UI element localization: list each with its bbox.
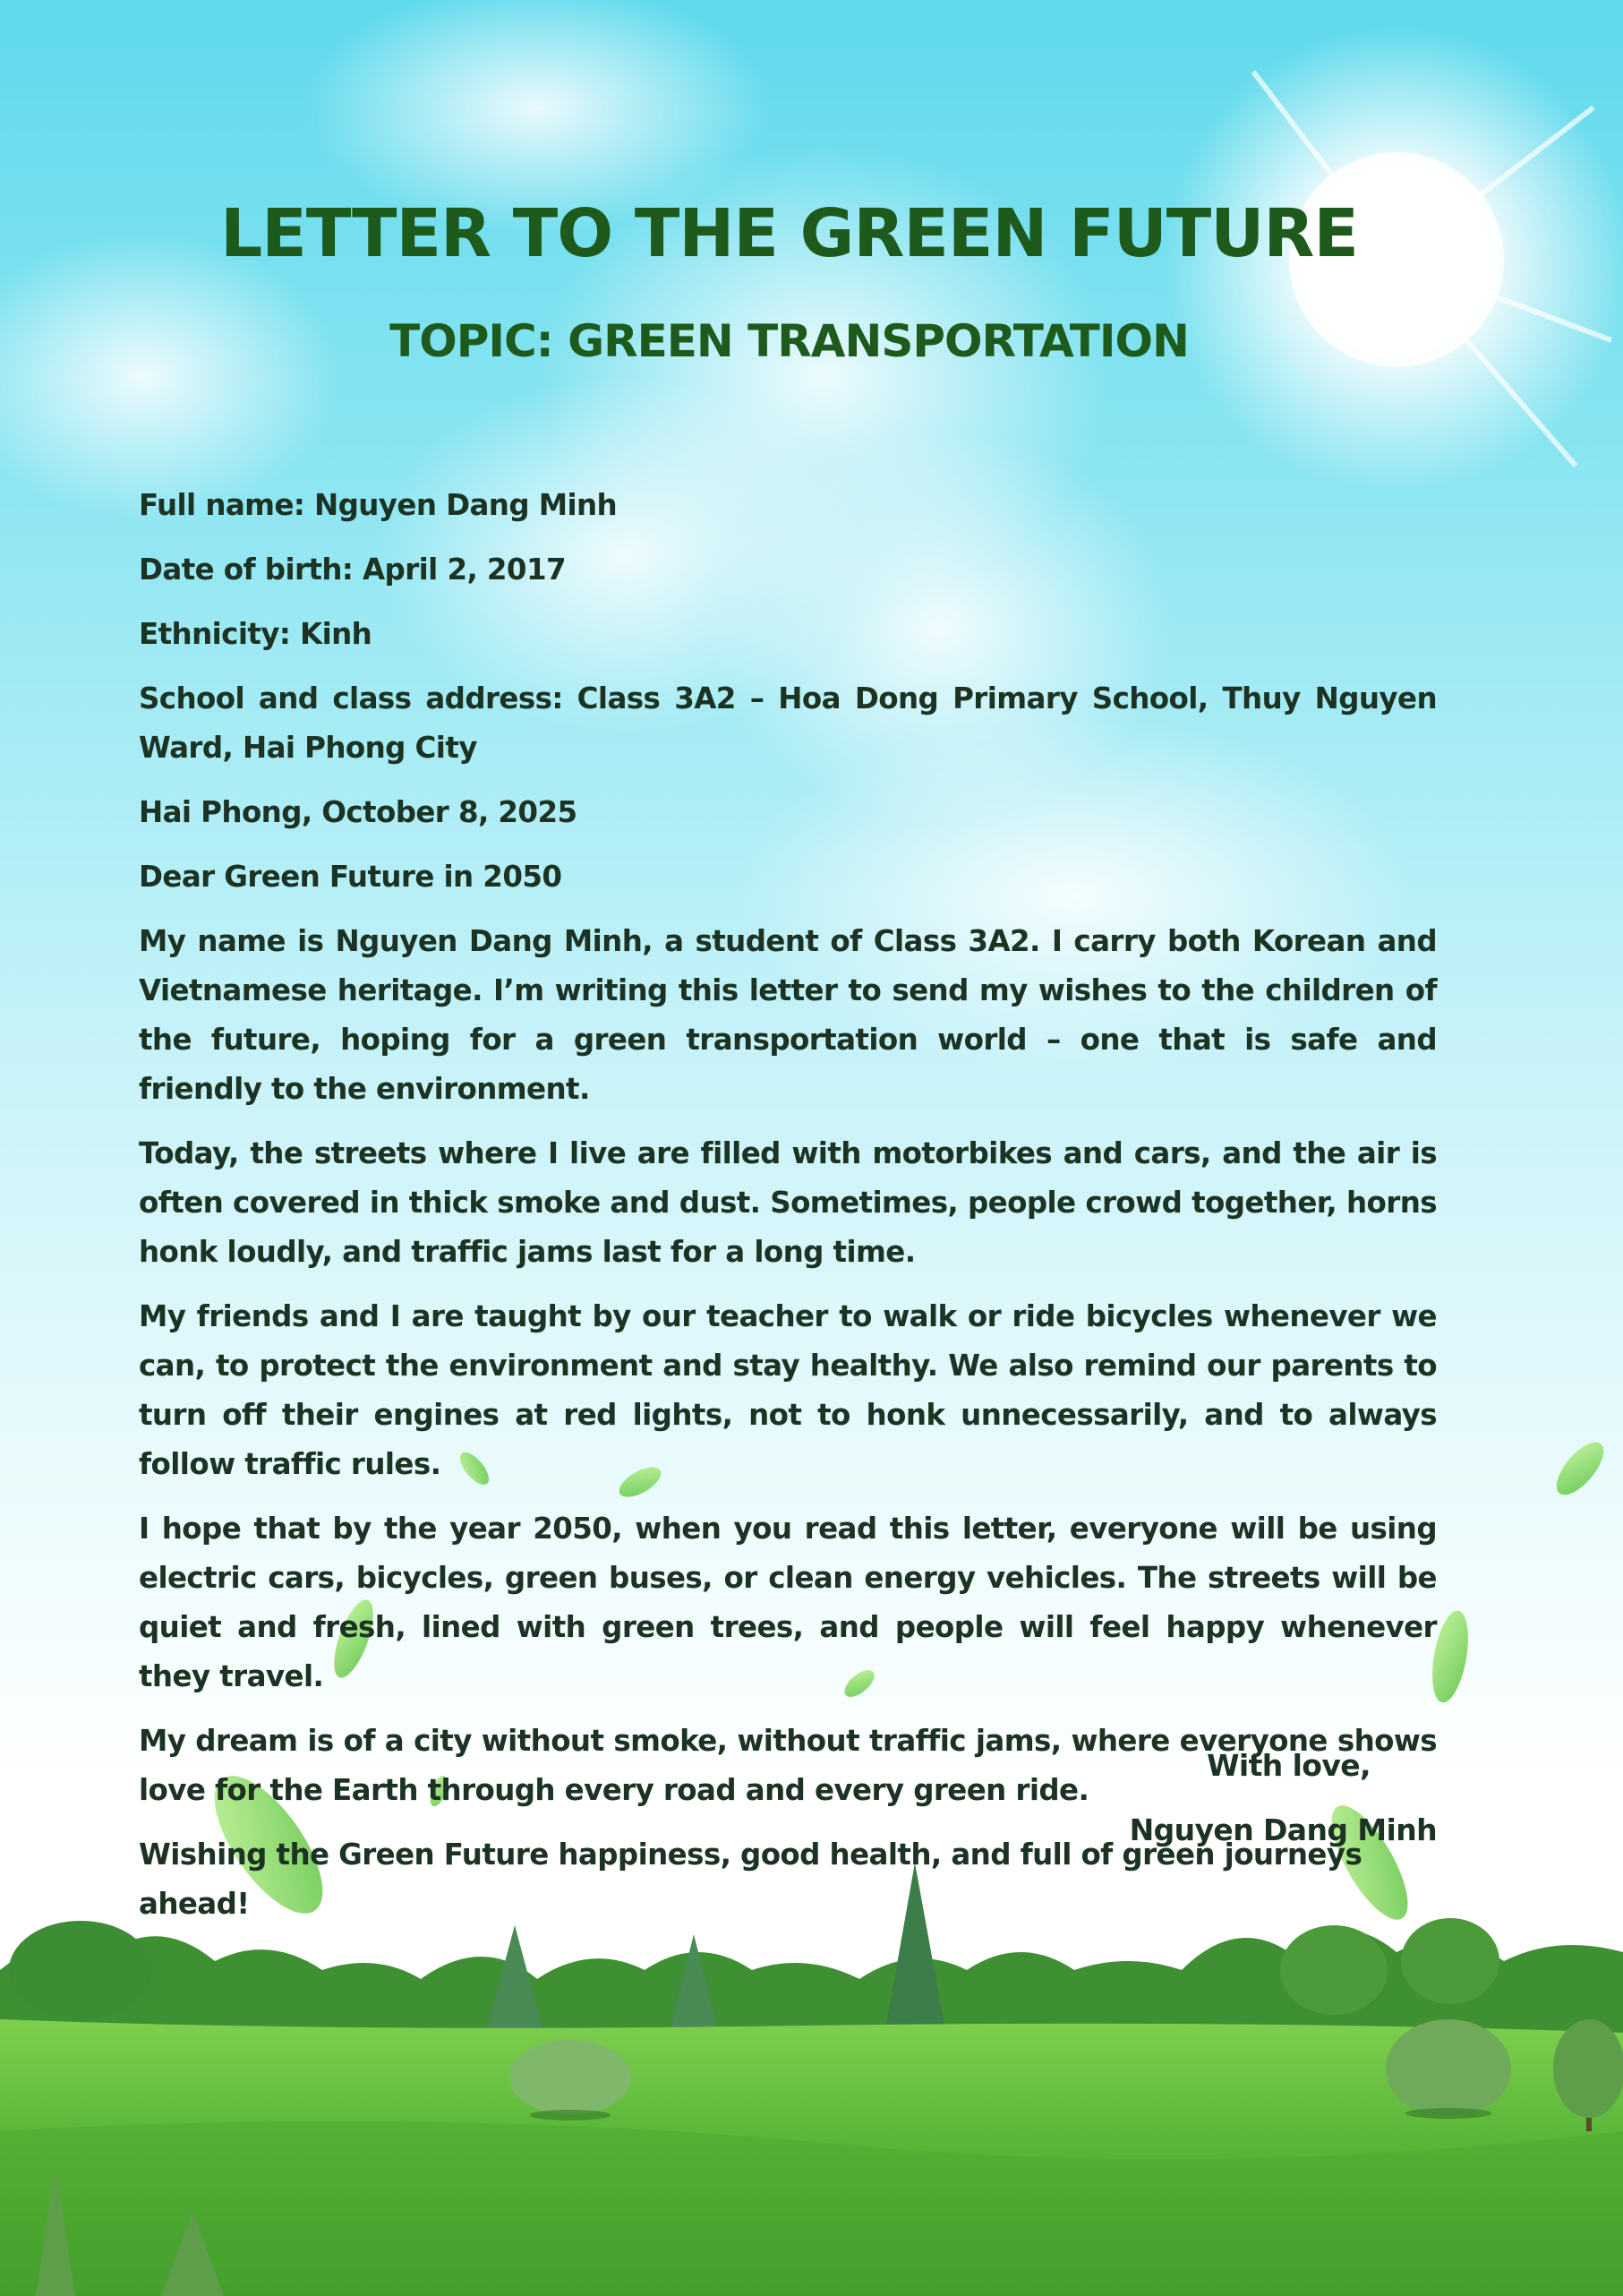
- closing-line: With love,: [1207, 1748, 1371, 1783]
- page-title: LETTER TO THE GREEN FUTURE: [220, 195, 1358, 272]
- signature: Nguyen Dang Minh: [1129, 1812, 1437, 1847]
- school-address: School and class address: Class 3A2 – Hoa Dong Primary School, Thuy Nguyen Ward, Hai Phong City: [139, 681, 1437, 765]
- grass-field: [0, 2019, 1623, 2296]
- paragraph-3: My friends and I are taught by our teacher to walk or ride bicycles whenever we can, to protect the environment and stay healthy. We also remind our parents to turn off their engines at red lights, not to honk unnecessarily, and to always follow traffic rules.: [139, 1299, 1437, 1481]
- salutation: Dear Green Future in 2050: [139, 860, 562, 894]
- paragraph-5: My dream is of a city without smoke, without traffic jams, where everyone shows love for the Earth through every road and every green ride.: [139, 1724, 1437, 1807]
- place-date: Hai Phong, October 8, 2025: [139, 795, 577, 829]
- date-of-birth: Date of birth: April 2, 2017: [139, 553, 566, 587]
- closing-wish: Wishing the Green Future happiness, good health, and full of green journeys ahead!: [139, 1838, 1362, 1921]
- letter-body: [139, 481, 1437, 1944]
- ethnicity: Ethnicity: Kinh: [139, 617, 372, 651]
- topic-heading: TOPIC: GREEN TRANSPORTATION: [389, 315, 1189, 367]
- full-name: Full name: Nguyen Dang Minh: [139, 488, 618, 522]
- paragraph-2: Today, the streets where I live are filled with motorbikes and cars, and the air is often covered in thick smoke and dust. Sometimes, people crowd together, horns honk loudly, and traffic jams last for a long time.: [139, 1136, 1437, 1269]
- paragraph-4: I hope that by the year 2050, when you read this letter, everyone will be using electric cars, bicycles, green buses, or clean energy vehicles. The streets will be quiet and fresh, lined with green trees, and people will feel happy whenever they travel.: [139, 1512, 1437, 1693]
- paragraph-1: My name is Nguyen Dang Minh, a student of Class 3A2. I carry both Korean and Vietnamese heritage. I’m writing this letter to send my wishes to the children of the future, hoping for a green transportation world – one that is safe and friendly to the environment.: [139, 924, 1437, 1106]
